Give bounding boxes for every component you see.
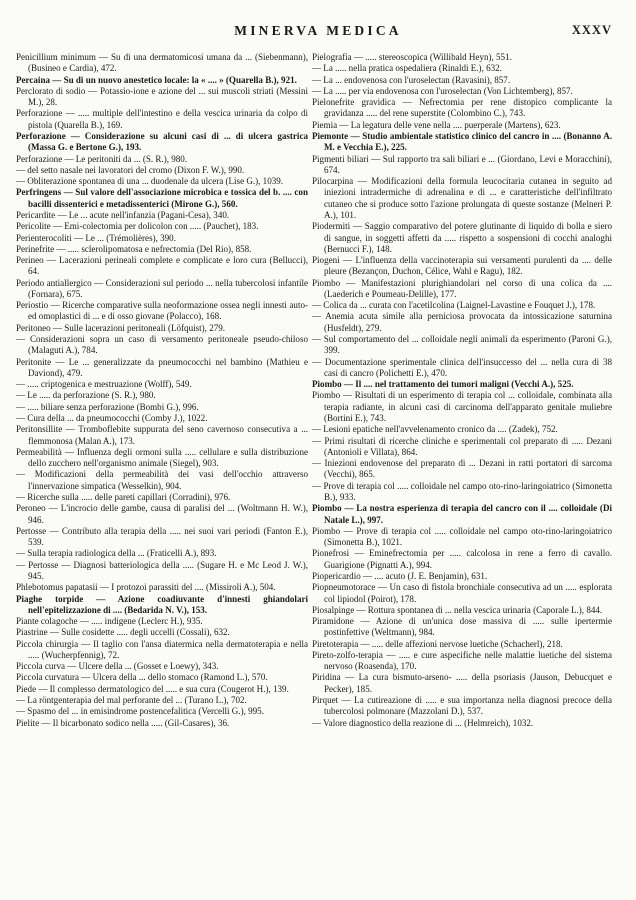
index-entry: — La ..... nella pratica ospedaliera (Rinaldi E.), 632.: [312, 63, 502, 74]
index-entry: Piodermiti — Saggio comparativo del potere glutinante di liquido di bolla e siero di sangue, in soggetti affetti da ..... rispetto a sospensioni di cocchi analoghi (Bernucci F.), 148.: [312, 221, 612, 254]
index-entry: Periodo antiallergico — Considerazioni sul periodo ... nella tubercolosi infantile (Fornara), 675.: [16, 277, 308, 299]
index-entry: Piastrine — Sulle cosidette ..... degli uccelli (Cossali), 632.: [16, 627, 230, 638]
index-entry: — Ricerche sulla ..... delle pareti capillari (Corradini), 976.: [16, 491, 231, 502]
index-entry: Piombo — Risultati di un esperimento di terapia col ... colloidale, combinata alla terapia radiante, in alcuni casi di carcinoma dell'apparato genitale muliebre (Bortini E.), 743.: [312, 390, 612, 423]
index-entry: Pielografia — ..... stereoscopica (Willibald Heyn), 551.: [312, 52, 512, 62]
index-entry: — Obliterazione spontanea di una ... duodenale da ulcera (Lise G.), 1039.: [16, 176, 284, 187]
index-entry: — Pertosse — Diagnosi batteriologica della ..... (Sugare H. e Mc Leod J. W.), 945.: [16, 559, 308, 581]
index-entry: Piombo — Il .... nel trattamento dei tumori maligni (Vecchi A.), 525.: [312, 379, 574, 390]
index-entry: Piramidone — Azione di un'unica dose massiva di ..... sulle ipertermie postinfettive (Weltmann), 984.: [312, 616, 612, 638]
index-entry: Pilocarpina — Modificazioni della formula leucocitaria cutanea in seguito ad iniezioni intradermiche di adrenalina e di ... e caratteristiche dell'infiltrato cutaneo che si produce sotto l'azione prolungata di queste sostanze (Melneri P. A.), 101.: [312, 176, 612, 220]
index-entry: Peritonite — Le ... generalizzate da pneumococchi nel bambino (Mathieu e Daviond), 479.: [16, 356, 308, 378]
index-entry: Peroneo — L'incrocio delle gambe, causa di paralisi del ... (Woltmann H. W.), 946.: [16, 503, 308, 525]
index-entry: Piante colagoche — ..... indigene (Leclerc H.), 935.: [16, 616, 203, 627]
index-column-left: [16, 52, 308, 729]
index-entry: — Spasmo del ... in emisindrome postencefalitica (Vercelli G.), 995.: [16, 706, 264, 717]
index-entry: Peritonsillite — Tromboflebite suppurata del seno cavernoso consecutiva a ... flemmonosa (Malan A.), 173.: [16, 424, 308, 446]
index-entry: Piombo — La nostra esperienza di terapia del cancro con il .... colloidale (Di Natale L.), 997.: [312, 503, 612, 525]
index-entry: Permeabilità — Influenza degli ormoni sulla ..... cellulare e sulla distribuzione dello zucchero nell'organismo animale (Siegel), 903.: [16, 446, 308, 469]
index-entry: Perforazione — Considerazione su alcuni casi di ... di ulcera gastrica (Massa G. e Bertone G.), 193.: [16, 130, 308, 153]
index-entry: Pigmenti biliari — Sul rapporto tra sali biliari e ... (Giordano, Levi e Moracchini), 674.: [312, 153, 612, 175]
index-entry: Perforazione — ..... multiple dell'intestino e della vescica urinaria da colpo di pistola (Quarella B.), 169.: [16, 108, 308, 130]
index-entry: — Sul comportamento del ... colloidale negli animali da esperimento (Paroni G.), 399.: [312, 334, 612, 356]
index-entry: — Le ..... da perforazione (S. R.), 980.: [16, 390, 156, 401]
index-entry: Perclorato di sodio — Potassio-ione e azione del ... sui muscoli striati (Messini M.), 28.: [16, 85, 308, 108]
index-entry: Piccola curva — Ulcere della ... (Gosset e Loewy), 343.: [16, 661, 219, 672]
index-entry: — Primi risultati di ricerche cliniche e sperimentali col preparato di ..... Dezani (Antonioli e Villata), 864.: [312, 435, 612, 457]
journal-title: MINERVA MEDICA: [234, 23, 402, 38]
index-entry: — ..... criptogenica e mestruazione (Wolff), 549.: [16, 379, 192, 390]
index-entry: Peritoneo — Sulle lacerazioni peritoneali (Löfquist), 279.: [16, 322, 226, 333]
index-entry: Perineo — Lacerazioni perineali complete e complicate e loro cura (Bellucci), 64.: [16, 255, 308, 277]
index-entry: — Lesioni epatiche nell'avvelenamento cronico da .... (Zadek), 752.: [312, 424, 558, 435]
index-entry: Pertosse — Contributo alla terapia della ..... nei suoi vari periodi (Fanton E.), 539.: [16, 525, 308, 548]
index-entry: Perfringens — Sul valore dell'associazione microbica e tossica del b. .... con bacilli dissenterici e metadissenterici (Mirone G.), 560.: [16, 187, 308, 209]
index-entry: Piopneumotorace — Un caso di fistola bronchiale consecutiva ad un ..... esplorata col lipiodol (Poirot), 178.: [312, 582, 612, 604]
index-entry: Piaghe torpide — Azione coadiuvante d'innesti ghiandolari nell'epitelizzazione di .... (Bedarida N. V.), 153.: [16, 593, 308, 615]
index-entry: Piridina — La cura bismuto-arseno- ..... della psoriasis (Jauson, Debucquet e Pecker), 185.: [312, 672, 612, 694]
index-entry: — Considerazioni sopra un caso di versamento peritoneale pseudo-chiloso (Malaguti A.), 784.: [16, 334, 308, 356]
index-entry: Pielite — Il bicarbonato sodico nella ..... (Gil-Casares), 36.: [16, 717, 230, 728]
page-header: [0, 20, 636, 50]
index-entry: — Documentazione sperimentale clinica dell'insuccesso del ... nella cura di 38 casi di cancro (Polichetti E.), 470.: [312, 356, 612, 378]
index-entry: Perienterocoliti — Le ... (Trémolières), 390.: [16, 232, 176, 243]
index-entry: — Iniezioni endovenose del preparato di ... Dezani in ratti portatori di sarcoma (Vecchi), 865.: [312, 458, 612, 480]
index-entry: — Cura della ... da pneumococchi (Comby J.), 1022.: [16, 413, 208, 423]
index-entry: — Modificazioni della permeabilità dei vasi dell'occhio attraverso l'innervazione simpatica (Wesselkin), 904.: [16, 469, 308, 491]
index-entry: Pielonefrite gravidica — Nefrectomia per rene distopico complicante la gravidanza ..... del rene superstite (Colombino C.), 743.: [312, 97, 612, 119]
page-number: XXXV: [571, 23, 612, 37]
index-entry: Piombo — Prove di terapia col ..... colloidale nel campo oto-rino-laringoiatrico (Simonetta B.), 1021.: [312, 525, 612, 548]
index-entry: Penicillium minimum — Su di una dermatomicosi umana da ... (Siebenmann), (Busineo e Cardia), 472.: [16, 52, 308, 74]
index-entry: Pericardite — Le ... acute nell'infanzia (Pagani-Cesa), 340.: [16, 209, 230, 220]
index-entry: Perforazione — Le peritoniti da ... (S. R.), 980.: [16, 153, 188, 164]
index-entry: — Anemia acuta simile alla perniciosa provocata da intossicazione saturnina (Husfeldt), 279.: [312, 311, 612, 333]
index-entry: — Prove di terapia col ..... colloidale nel campo oto-rino-laringoiatrico (Simonetta B.), 933.: [312, 480, 612, 502]
index-entry: — Valore diagnostico della reazione di ... (Helmreich), 1032.: [312, 717, 534, 728]
index-entry: Piretoterapia — ..... delle affezioni nervose luetiche (Schacherl), 218.: [312, 638, 563, 649]
index-entry: Piemia — La legatura delle vene nella .... puerperale (Martens), 623.: [312, 119, 561, 130]
index-entry: Perinefrite — ..... sclerolipomatosa e nefrectomia (Del Rio), 858.: [16, 243, 252, 254]
index-entry: Pirquet — La cutireazione di ..... e sua importanza nella diagnosi precoce della tubercolosi polmonare (Mazzolani D.), 537.: [312, 695, 612, 717]
index-entry: — La ... endovenosa con l'uroselectan (Ravasini), 857.: [312, 74, 511, 85]
index-entry: Pionefrosi — Eminefrectomia per ..... calcolosa in rene a ferro di cavallo. Guarigione (Pignatti A.), 994.: [312, 548, 612, 570]
index-entry: Piede — Il complesso dermatologico del ..... e sua cura (Cougerot H.), 139.: [16, 683, 289, 694]
index-entry: Periostio — Ricerche comparative sulla neoformazione ossea negli innesti auto- ed omoplastici di ... e di osso giovane (Polacco), 168.: [16, 300, 308, 322]
index-entry: — Colica da ... curata con l'acetilcolina (Laignel-Lavastine e Fouquet J.), 178.: [312, 300, 596, 311]
index-entry: Phlebotomus papatasii — I protozoi parassiti del .... (Missiroli A.), 504.: [16, 582, 276, 593]
index-entry: Piogeni — L'influenza della vaccinoterapia sui versamenti purulenti da .... delle pleure (Bezançon, Duchon, Célice, Wahl e Ragu), 182.: [312, 255, 612, 277]
index-entry: Piosalpinge — Rottura spontanea di ... nella vescica urinaria (Caporale L.), 844.: [312, 604, 603, 615]
index-entry: Piccola chirurgia — Il taglio con l'ansa diatermica nella dermatoterapia e nella ..... (Wucherpfennig), 72.: [16, 638, 308, 660]
index-entry: — La ..... per via endovenosa con l'uroselectan (Von Lichtemberg), 857.: [312, 85, 573, 96]
index-entry: Piombo — Manifestazioni plurighiandolari nel corso di una colica da .... (Laederich e Poumeau-Delille), 177.: [312, 277, 612, 299]
index-entry: Piemonte — Studio ambientale statistico clinico del cancro in .... (Bonanno A. M. e Vecchia E.), 225.: [312, 130, 612, 153]
index-entry: Pericolite — Emi-colectomia per dolicolon con ..... (Pauchet), 183.: [16, 221, 259, 232]
index-column-right: [312, 52, 612, 729]
index-entry: — Sulla terapia radiologica della ... (Fraticelli A.), 893.: [16, 548, 217, 559]
index-entry: Percaina — Su di un nuovo anestetico locale: la « .... » (Quarella B.), 921.: [16, 74, 297, 85]
index-entry: Piopericardio — .... acuto (J. E. Benjamin), 631.: [312, 570, 488, 581]
index-entry: — del setto nasale nei lavoratori del cromo (Dixon F. W.), 990.: [16, 164, 245, 175]
index-entry: Piccola curvatura — Ulcera della ... dello stomaco (Ramond L.), 570.: [16, 672, 268, 683]
index-entry: — ..... biliare senza perforazione (Bombi G.), 996.: [16, 401, 199, 412]
index-entry: Pireto-zolfo-terapia — ..... e cure aspecifiche nelle malattie luetiche del sistema nervoso (Roasenda), 170.: [312, 649, 612, 672]
index-entry: — La röntgenterapia del mal perforante del ... (Turano L.), 702.: [16, 695, 247, 706]
